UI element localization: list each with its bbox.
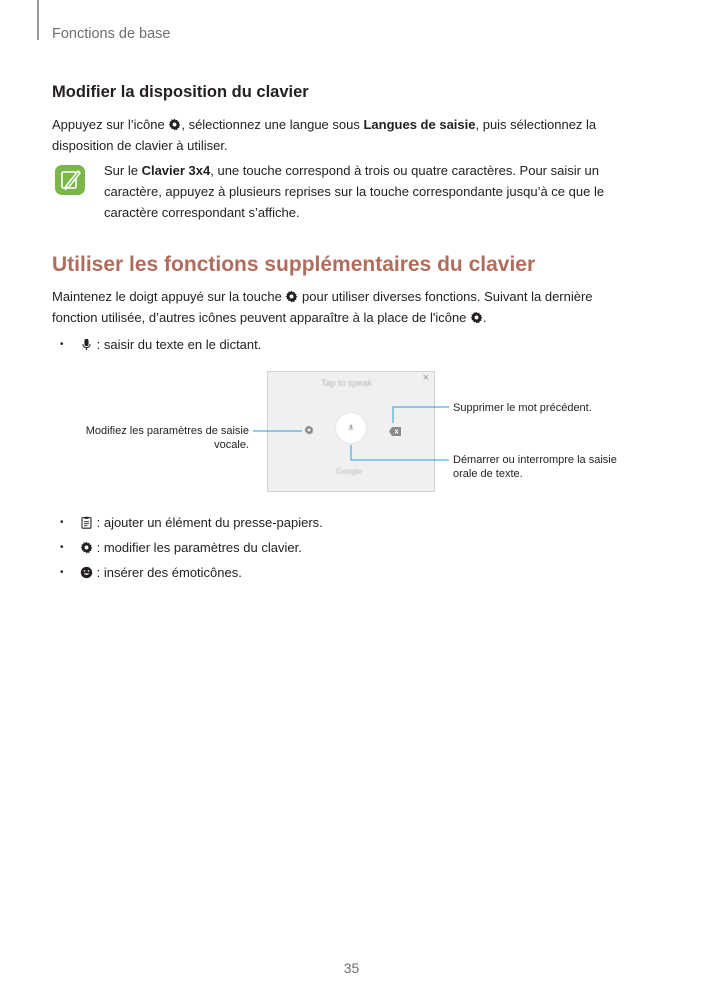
callout-delete-word: Supprimer le mot précédent.: [453, 402, 592, 414]
emoticon-icon: [80, 566, 93, 579]
close-icon: ×: [422, 372, 429, 384]
screen-brand: Google: [336, 467, 362, 476]
settings-gear-icon: [285, 290, 298, 303]
settings-gear-icon: [80, 541, 93, 554]
page-number: 35: [343, 960, 360, 976]
note-text: Sur le Clavier 3x4, une touche correspond à trois ou quatre caractères. Pour saisir un caractère, appuyez à plusieurs reprises sur la touche correspondante jusqu’à ce que le caractère correspondant s’affiche.: [104, 163, 605, 220]
settings-gear-icon: [168, 118, 181, 131]
voice-input-screenshot: [267, 371, 435, 492]
clipboard-icon: [80, 516, 93, 529]
header-title: Fonctions de base: [52, 26, 171, 42]
mic-button: [336, 413, 366, 443]
microphone-icon: [80, 338, 93, 351]
screen-title: Tap to speak: [321, 378, 373, 388]
section-heading-extra-functions: Utiliser les fonctions supplémentaires du clavier: [52, 253, 536, 276]
voice-settings-gear-icon: [304, 425, 314, 435]
section-heading-keyboard-layout: Modifier la disposition du clavier: [52, 83, 309, 101]
paragraph-layout-instructions: Appuyez sur l’icône , sélectionnez une langue sous Langues de saisie, puis sélectionnez la disposition de clavier à utiliser.: [52, 117, 597, 153]
note-icon: [55, 165, 85, 195]
settings-gear-icon: [470, 311, 483, 324]
backspace-icon: [389, 427, 401, 436]
callout-voice-settings: Modifiez les paramètres de saisie vocale.: [85, 425, 249, 451]
callout-start-stop: Démarrer ou interrompre la saisie orale de texte.: [453, 454, 617, 480]
paragraph-extra-functions: Maintenez le doigt appuyé sur la touche pour utiliser diverses fonctions. Suivant la dernière fonction utilisée, d’autres icônes peuvent apparaître à la place de l'icône .: [52, 289, 593, 325]
microphone-icon: [347, 422, 355, 434]
header-rule: [37, 0, 39, 40]
